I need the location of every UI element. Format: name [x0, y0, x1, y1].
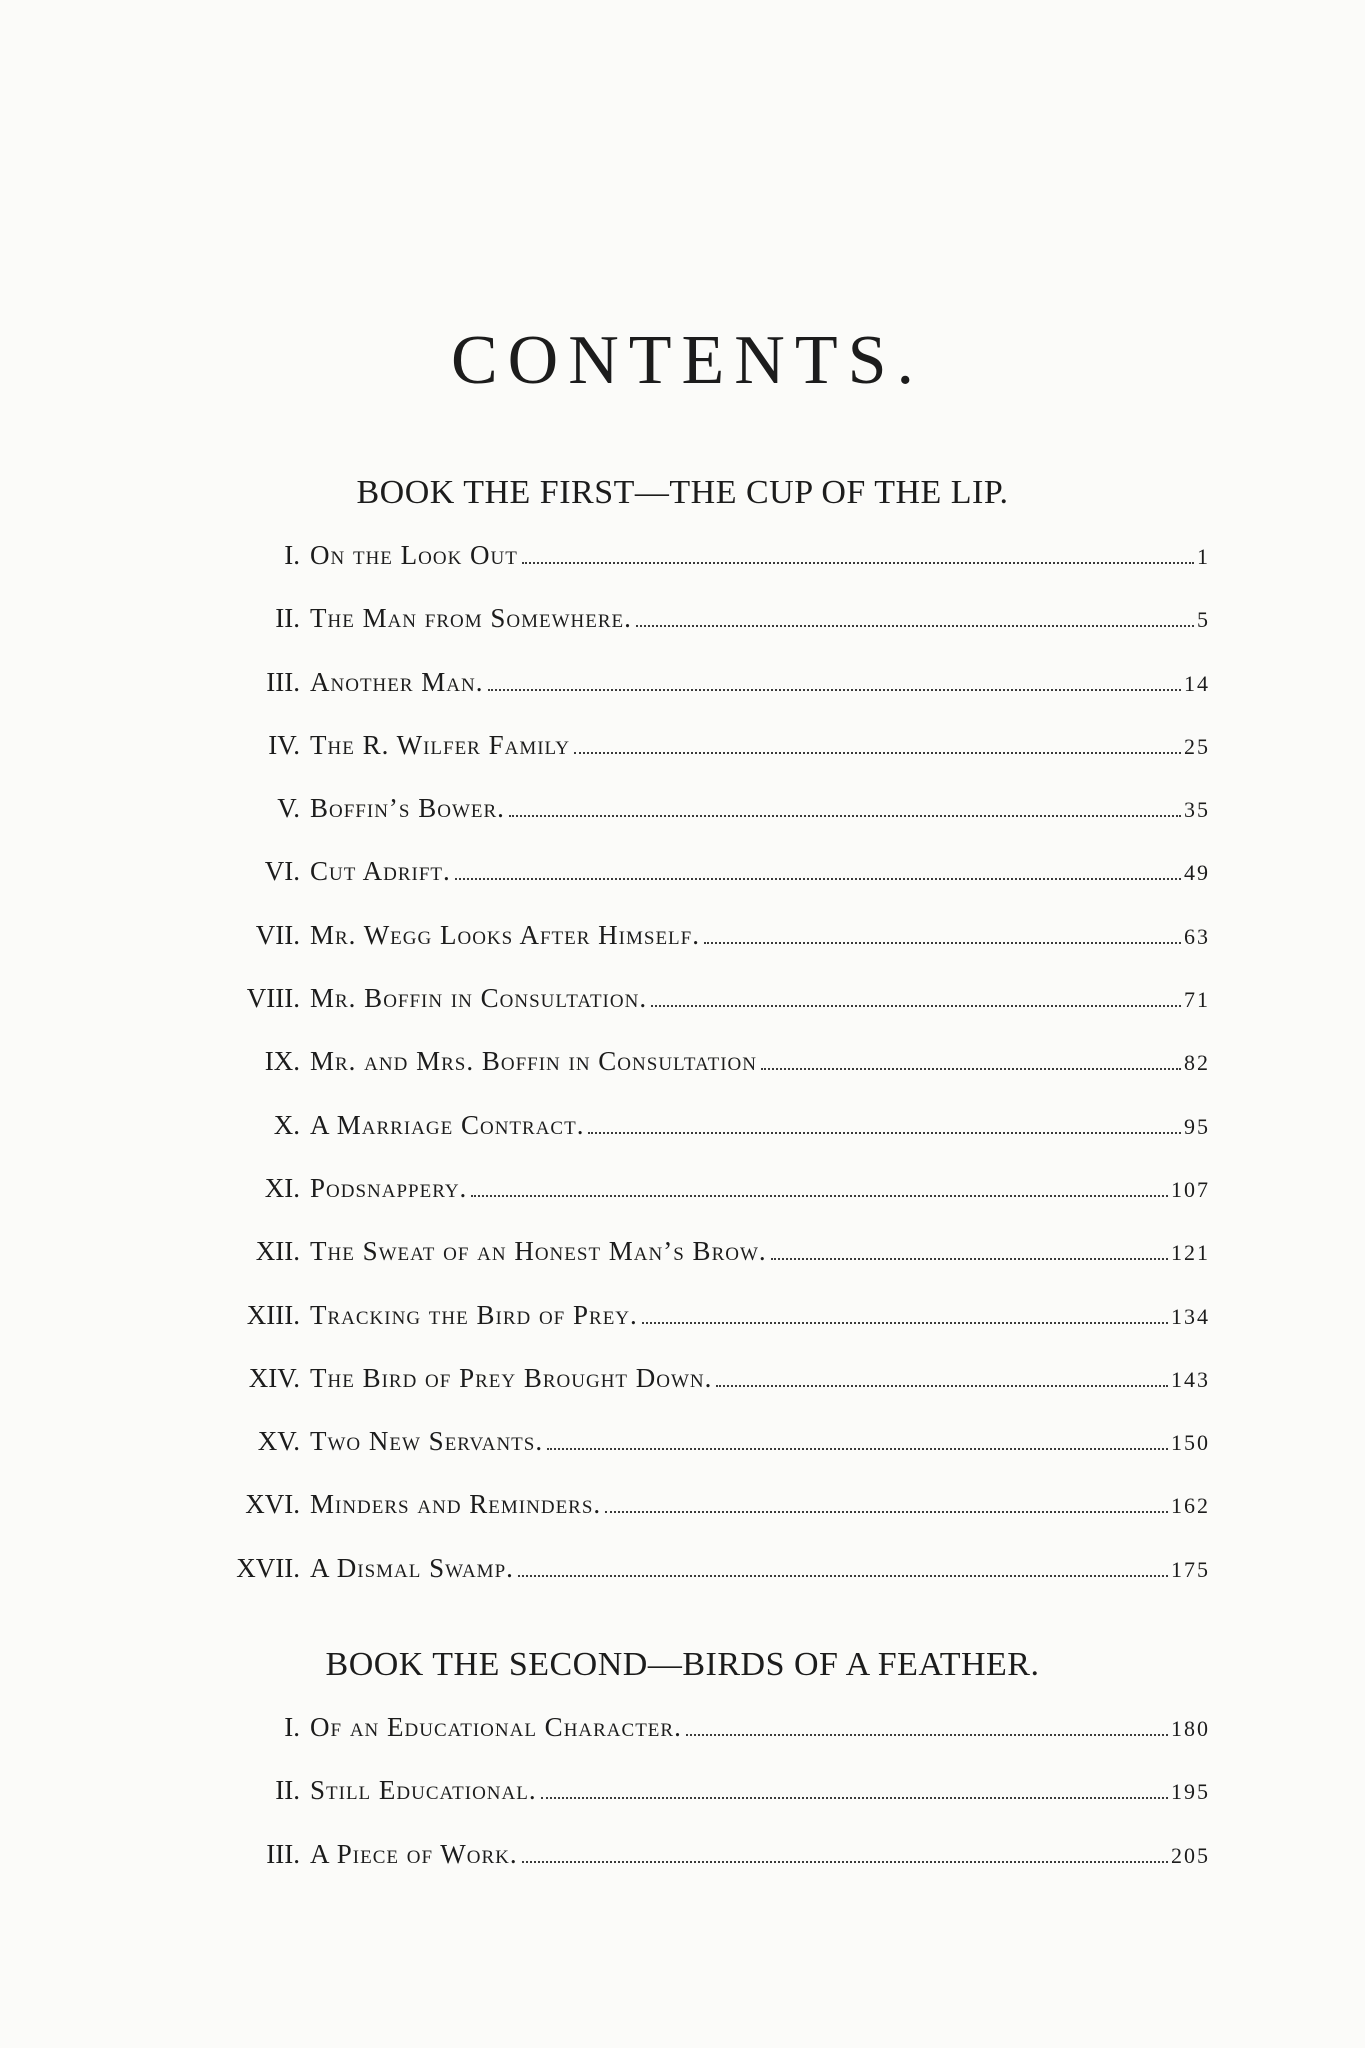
toc-entry — [0, 983, 1365, 1046]
chapter-line — [310, 667, 1210, 698]
chapter-page-number: 180 — [1171, 1716, 1210, 1741]
chapter-line — [310, 603, 1210, 634]
chapter-numeral: XII. — [255, 1236, 300, 1267]
dot-leader — [636, 625, 1194, 627]
toc-entry — [0, 1775, 1365, 1838]
toc-entry — [0, 1300, 1365, 1363]
chapter-line — [310, 1553, 1210, 1584]
chapter-page-number: 82 — [1184, 1050, 1210, 1076]
chapter-title: Two New Servants. — [310, 1426, 544, 1457]
chapter-line — [310, 1363, 1210, 1394]
chapter-page-number: 150 — [1171, 1430, 1210, 1456]
toc-entry — [0, 1553, 1365, 1616]
toc-entry — [0, 1173, 1365, 1236]
chapter-title: On the Look Out — [310, 540, 518, 570]
dot-leader — [716, 1385, 1168, 1387]
chapter-line — [310, 1046, 1210, 1077]
chapter-numeral: V. — [277, 793, 300, 824]
chapter-line — [310, 1775, 1210, 1806]
chapter-page-number: 195 — [1171, 1779, 1210, 1805]
chapter-numeral: X. — [273, 1109, 300, 1140]
chapter-title: Of an Educational Character. — [310, 1712, 682, 1742]
toc-entry — [0, 1046, 1365, 1109]
toc-entry — [0, 1236, 1365, 1299]
chapter-page-number: 1 — [1197, 544, 1210, 569]
dot-leader — [509, 815, 1181, 817]
chapter-title: The R. Wilfer Family — [310, 729, 570, 760]
chapter-page-number: 205 — [1171, 1842, 1210, 1868]
chapter-line — [310, 1489, 1210, 1520]
chapter-numeral: I. — [284, 540, 300, 570]
dot-leader — [605, 1511, 1168, 1513]
chapter-line — [310, 1236, 1210, 1267]
dot-leader — [455, 878, 1181, 880]
toc-entry — [0, 667, 1365, 730]
chapter-numeral: VIII. — [246, 983, 300, 1014]
chapter-numeral: III. — [266, 1838, 300, 1869]
chapter-page-number: 107 — [1171, 1176, 1210, 1202]
chapter-numeral: XIII. — [246, 1299, 300, 1330]
dot-leader — [574, 752, 1181, 754]
chapter-title: The Sweat of an Honest Man’s Brow. — [310, 1236, 767, 1267]
chapter-numeral: XVI. — [245, 1489, 300, 1520]
chapter-page-number: 175 — [1171, 1556, 1210, 1582]
chapter-title: The Bird of Prey Brought Down. — [310, 1362, 713, 1393]
chapter-line — [310, 1300, 1210, 1331]
chapter-title: A Marriage Contract. — [310, 1109, 585, 1140]
chapter-line — [310, 856, 1210, 887]
toc-entry — [0, 1426, 1365, 1489]
dot-leader — [522, 562, 1194, 564]
chapter-title: Minders and Reminders. — [310, 1489, 602, 1520]
toc-entry — [0, 730, 1365, 793]
chapter-title: The Man from Somewhere. — [310, 603, 632, 634]
dot-leader — [541, 1797, 1168, 1799]
toc-entry — [0, 540, 1365, 603]
chapter-numeral: IX. — [264, 1046, 300, 1077]
chapter-numeral: XV. — [257, 1426, 300, 1457]
book-two-heading: BOOK THE SECOND—BIRDS OF A FEATHER. — [325, 1646, 1040, 1683]
dot-leader — [522, 1861, 1168, 1863]
chapter-page-number: 49 — [1184, 860, 1210, 886]
chapter-page-number: 25 — [1184, 733, 1210, 759]
chapter-page-number: 63 — [1184, 923, 1210, 949]
chapter-line — [310, 793, 1210, 824]
chapter-numeral: VI. — [264, 856, 300, 887]
toc-entry — [0, 793, 1365, 856]
dot-leader — [686, 1734, 1168, 1736]
chapter-title: Another Man. — [310, 666, 484, 697]
chapter-line — [310, 1110, 1210, 1141]
chapter-numeral: III. — [266, 666, 300, 697]
chapter-numeral: I. — [284, 1712, 300, 1742]
chapter-title: Mr. Boffin in Consultation. — [310, 983, 648, 1014]
chapter-line — [310, 1839, 1210, 1870]
dot-leader — [488, 689, 1182, 691]
toc-entry — [0, 1489, 1365, 1552]
chapter-page-number: 121 — [1171, 1240, 1210, 1266]
dot-leader — [471, 1195, 1168, 1197]
toc-entry — [0, 920, 1365, 983]
chapter-title: Mr. Wegg Looks After Himself. — [310, 919, 700, 950]
toc-entry — [0, 1712, 1365, 1775]
book-two-chapter-list — [0, 1712, 1365, 1902]
chapter-title: Tracking the Bird of Prey. — [310, 1299, 638, 1330]
dot-leader — [651, 1005, 1181, 1007]
dot-leader — [518, 1575, 1168, 1577]
book-one-heading: BOOK THE FIRST—THE CUP OF THE LIP. — [356, 474, 1009, 511]
chapter-line — [310, 1173, 1210, 1204]
chapter-title: A Piece of Work. — [310, 1838, 518, 1869]
chapter-title: Podsnappery. — [310, 1172, 468, 1203]
chapter-title: Still Educational. — [310, 1775, 537, 1806]
chapter-numeral: II. — [275, 1775, 300, 1806]
chapter-page-number: 95 — [1184, 1113, 1210, 1139]
chapter-title: Boffin’s Bower. — [310, 793, 505, 824]
chapter-line — [310, 730, 1210, 761]
dot-leader — [761, 1068, 1181, 1070]
page-title: CONTENTS. — [450, 322, 925, 399]
chapter-line — [310, 1426, 1210, 1457]
dot-leader — [771, 1258, 1168, 1260]
dot-leader — [588, 1132, 1181, 1134]
dot-leader — [547, 1448, 1168, 1450]
chapter-numeral: XIV. — [248, 1362, 300, 1393]
chapter-line — [310, 983, 1210, 1014]
chapter-title: Mr. and Mrs. Boffin in Consultation — [310, 1046, 757, 1077]
chapter-title: Cut Adrift. — [310, 856, 451, 887]
chapter-numeral: VII. — [255, 919, 300, 950]
book-one-chapter-list — [0, 540, 1365, 1616]
toc-entry — [0, 603, 1365, 666]
chapter-line — [310, 920, 1210, 951]
dot-leader — [704, 942, 1181, 944]
chapter-page-number: 5 — [1197, 607, 1210, 633]
chapter-page-number: 14 — [1184, 670, 1210, 696]
chapter-line — [310, 1712, 1210, 1743]
toc-entry — [0, 1110, 1365, 1173]
dot-leader — [642, 1322, 1168, 1324]
chapter-title: A Dismal Swamp. — [310, 1552, 514, 1583]
toc-entry — [0, 1363, 1365, 1426]
chapter-page-number: 71 — [1184, 987, 1210, 1013]
chapter-numeral: XI. — [264, 1172, 300, 1203]
chapter-numeral: XVII. — [236, 1552, 300, 1583]
chapter-numeral: II. — [275, 603, 300, 634]
chapter-page-number: 134 — [1171, 1303, 1210, 1329]
chapter-page-number: 143 — [1171, 1366, 1210, 1392]
toc-entry — [0, 1839, 1365, 1902]
chapter-numeral: IV. — [268, 729, 300, 760]
chapter-line — [310, 540, 1210, 571]
toc-entry — [0, 856, 1365, 919]
chapter-page-number: 162 — [1171, 1493, 1210, 1519]
chapter-page-number: 35 — [1184, 797, 1210, 823]
